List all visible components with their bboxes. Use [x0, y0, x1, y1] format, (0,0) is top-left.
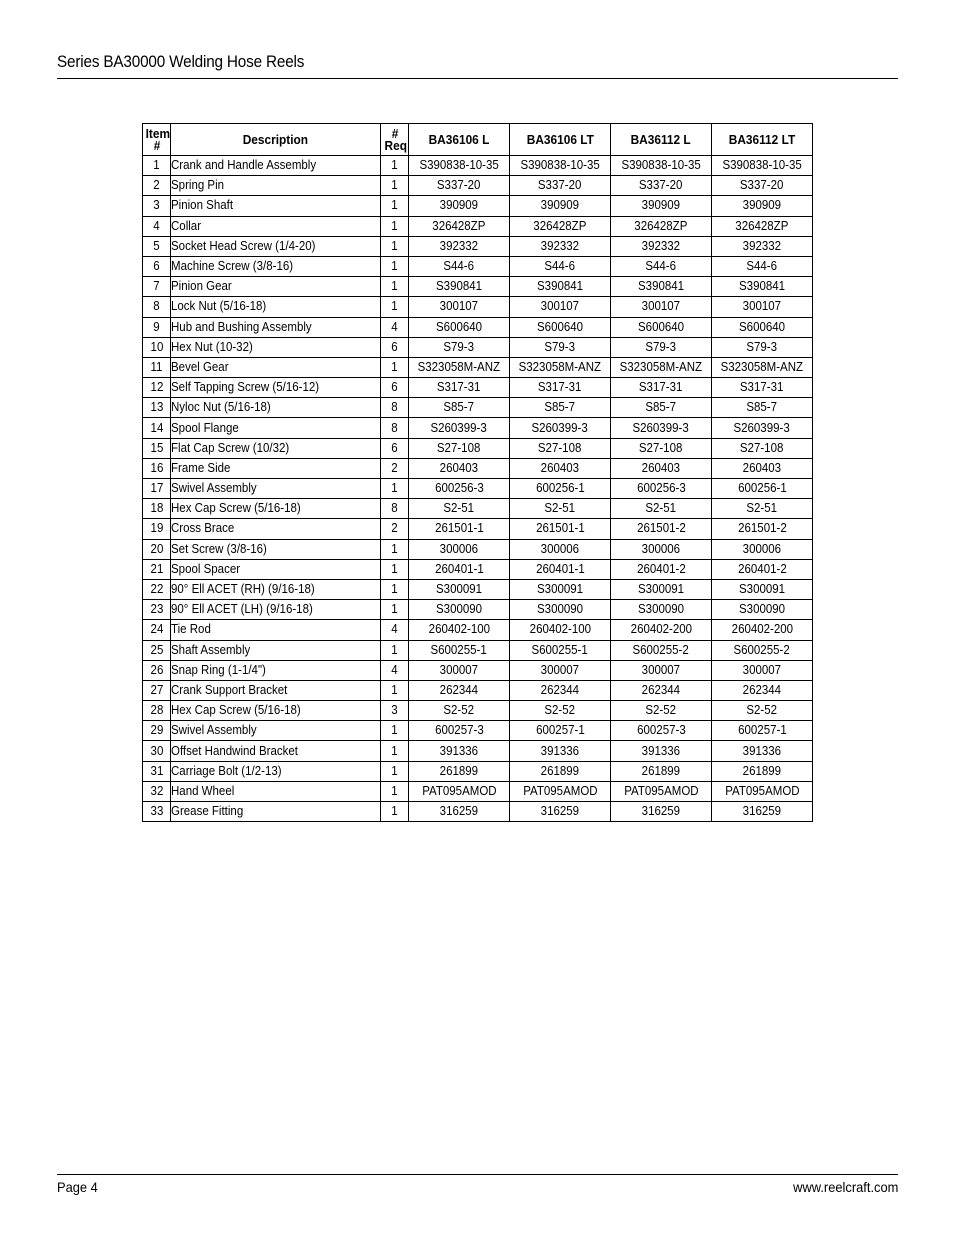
part-number: 260401-1 — [409, 559, 510, 579]
quantity-required: 6 — [381, 378, 409, 398]
header-rule — [57, 78, 898, 79]
item-number: 21 — [143, 559, 171, 579]
part-number: S337-20 — [510, 176, 611, 196]
part-number: 316259 — [712, 802, 813, 822]
part-number: S317-31 — [510, 378, 611, 398]
part-number: 260403 — [409, 458, 510, 478]
item-number: 7 — [143, 277, 171, 297]
item-number: 14 — [143, 418, 171, 438]
quantity-required: 1 — [381, 721, 409, 741]
part-description: Snap Ring (1-1/4") — [171, 660, 381, 680]
page-number: Page 4 — [57, 1179, 98, 1195]
part-number: S600255-2 — [712, 640, 813, 660]
part-number: 300107 — [611, 297, 712, 317]
part-number: S2-52 — [510, 701, 611, 721]
part-description: Carriage Bolt (1/2-13) — [171, 761, 381, 781]
table-row — [143, 479, 813, 499]
part-number: 260402-100 — [510, 620, 611, 640]
part-number: 261899 — [510, 761, 611, 781]
part-number: 260401-2 — [611, 559, 712, 579]
part-number: S390838-10-35 — [712, 156, 813, 176]
part-number: S300090 — [611, 600, 712, 620]
part-number: 260402-100 — [409, 620, 510, 640]
part-number: S337-20 — [712, 176, 813, 196]
part-number: S337-20 — [611, 176, 712, 196]
part-number: S2-51 — [611, 499, 712, 519]
quantity-required: 1 — [381, 741, 409, 761]
part-number: 261899 — [712, 761, 813, 781]
quantity-required: 1 — [381, 761, 409, 781]
item-number: 4 — [143, 216, 171, 236]
part-number: PAT095AMOD — [611, 781, 712, 801]
part-number: 600257-1 — [712, 721, 813, 741]
part-number: 390909 — [409, 196, 510, 216]
part-number: 300007 — [611, 660, 712, 680]
part-number: 300007 — [510, 660, 611, 680]
part-number: S2-52 — [712, 701, 813, 721]
quantity-required: 2 — [381, 519, 409, 539]
footer-rule — [57, 1174, 898, 1175]
part-number: 600257-3 — [409, 721, 510, 741]
quantity-required: 4 — [381, 620, 409, 640]
header-description: Description — [171, 124, 381, 156]
part-number: S337-20 — [409, 176, 510, 196]
table-row — [143, 680, 813, 700]
item-number: 5 — [143, 236, 171, 256]
part-description: 90° Ell ACET (LH) (9/16-18) — [171, 600, 381, 620]
table-row — [143, 660, 813, 680]
quantity-required: 1 — [381, 559, 409, 579]
part-number: S323058M-ANZ — [611, 357, 712, 377]
part-description: Flat Cap Screw (10/32) — [171, 438, 381, 458]
table-row — [143, 701, 813, 721]
part-number: 260402-200 — [712, 620, 813, 640]
part-description: 90° Ell ACET (RH) (9/16-18) — [171, 579, 381, 599]
item-number: 15 — [143, 438, 171, 458]
quantity-required: 8 — [381, 499, 409, 519]
part-number: S2-51 — [712, 499, 813, 519]
part-number: 300007 — [712, 660, 813, 680]
quantity-required: 1 — [381, 176, 409, 196]
part-number: 300007 — [409, 660, 510, 680]
table-row — [143, 781, 813, 801]
table-row — [143, 458, 813, 478]
part-number: S300091 — [510, 579, 611, 599]
part-number: S600255-1 — [409, 640, 510, 660]
part-description: Hub and Bushing Assembly — [171, 317, 381, 337]
item-number: 30 — [143, 741, 171, 761]
item-number: 19 — [143, 519, 171, 539]
part-description: Tie Rod — [171, 620, 381, 640]
part-description: Frame Side — [171, 458, 381, 478]
part-number: 600256-1 — [712, 479, 813, 499]
part-number: 390909 — [510, 196, 611, 216]
item-number: 24 — [143, 620, 171, 640]
parts-table-header — [143, 124, 813, 156]
quantity-required: 1 — [381, 297, 409, 317]
part-number: 300006 — [409, 539, 510, 559]
part-description: Self Tapping Screw (5/16-12) — [171, 378, 381, 398]
table-row — [143, 438, 813, 458]
table-row — [143, 277, 813, 297]
part-number: 391336 — [510, 741, 611, 761]
part-number: S600640 — [510, 317, 611, 337]
quantity-required: 1 — [381, 357, 409, 377]
header-model: BA36112 L — [611, 124, 712, 156]
part-number: S85-7 — [712, 398, 813, 418]
part-number: 326428ZP — [611, 216, 712, 236]
item-number: 32 — [143, 781, 171, 801]
part-number: S79-3 — [510, 337, 611, 357]
part-number: S390841 — [510, 277, 611, 297]
part-description: Pinion Gear — [171, 277, 381, 297]
part-number: 261501-1 — [510, 519, 611, 539]
part-number: 260403 — [712, 458, 813, 478]
part-description: Machine Screw (3/8-16) — [171, 256, 381, 276]
part-description: Spool Spacer — [171, 559, 381, 579]
item-number: 1 — [143, 156, 171, 176]
part-number: 600256-1 — [510, 479, 611, 499]
quantity-required: 1 — [381, 680, 409, 700]
quantity-required: 1 — [381, 802, 409, 822]
table-row — [143, 721, 813, 741]
item-number: 28 — [143, 701, 171, 721]
part-number: S323058M-ANZ — [409, 357, 510, 377]
part-description: Shaft Assembly — [171, 640, 381, 660]
item-number: 33 — [143, 802, 171, 822]
item-number: 9 — [143, 317, 171, 337]
parts-table — [142, 123, 813, 822]
table-row — [143, 398, 813, 418]
part-number: S27-108 — [611, 438, 712, 458]
part-description: Crank Support Bracket — [171, 680, 381, 700]
part-description: Pinion Shaft — [171, 196, 381, 216]
part-number: 261501-2 — [712, 519, 813, 539]
quantity-required: 1 — [381, 196, 409, 216]
item-number: 16 — [143, 458, 171, 478]
table-row — [143, 256, 813, 276]
part-number: 260401-1 — [510, 559, 611, 579]
table-row — [143, 559, 813, 579]
quantity-required: 2 — [381, 458, 409, 478]
part-number: 300006 — [510, 539, 611, 559]
item-number: 2 — [143, 176, 171, 196]
part-number: 300006 — [611, 539, 712, 559]
part-number: 261501-1 — [409, 519, 510, 539]
part-number: 392332 — [611, 236, 712, 256]
part-number: S27-108 — [409, 438, 510, 458]
part-number: 261899 — [409, 761, 510, 781]
part-number: 390909 — [712, 196, 813, 216]
item-number: 10 — [143, 337, 171, 357]
item-number: 22 — [143, 579, 171, 599]
part-number: 600257-3 — [611, 721, 712, 741]
part-number: S300091 — [409, 579, 510, 599]
part-number: 262344 — [409, 680, 510, 700]
part-number: S300091 — [712, 579, 813, 599]
quantity-required: 6 — [381, 438, 409, 458]
quantity-required: 1 — [381, 781, 409, 801]
part-number: S600640 — [409, 317, 510, 337]
item-number: 13 — [143, 398, 171, 418]
part-number: S390841 — [712, 277, 813, 297]
part-number: S300090 — [712, 600, 813, 620]
table-row — [143, 579, 813, 599]
table-row — [143, 640, 813, 660]
part-number: S600640 — [712, 317, 813, 337]
part-description: Nyloc Nut (5/16-18) — [171, 398, 381, 418]
item-number: 26 — [143, 660, 171, 680]
table-row — [143, 761, 813, 781]
part-number: S317-31 — [611, 378, 712, 398]
part-number: 261501-2 — [611, 519, 712, 539]
part-description: Hex Cap Screw (5/16-18) — [171, 499, 381, 519]
part-number: 316259 — [510, 802, 611, 822]
item-number: 20 — [143, 539, 171, 559]
quantity-required: 1 — [381, 479, 409, 499]
header-model: BA36106 L — [409, 124, 510, 156]
quantity-required: 4 — [381, 317, 409, 337]
part-number: 392332 — [712, 236, 813, 256]
part-number: 260403 — [510, 458, 611, 478]
part-number: S260399-3 — [611, 418, 712, 438]
header-req: # Req — [381, 124, 409, 156]
part-number: PAT095AMOD — [409, 781, 510, 801]
part-number: 260401-2 — [712, 559, 813, 579]
quantity-required: 3 — [381, 701, 409, 721]
part-number: 300107 — [712, 297, 813, 317]
table-row — [143, 357, 813, 377]
parts-table-body — [143, 156, 813, 822]
table-row — [143, 378, 813, 398]
part-number: S390838-10-35 — [510, 156, 611, 176]
part-description: Lock Nut (5/16-18) — [171, 297, 381, 317]
part-description: Set Screw (3/8-16) — [171, 539, 381, 559]
part-number: S2-51 — [510, 499, 611, 519]
table-row — [143, 519, 813, 539]
part-description: Hand Wheel — [171, 781, 381, 801]
quantity-required: 8 — [381, 418, 409, 438]
part-number: S44-6 — [712, 256, 813, 276]
part-number: S2-52 — [611, 701, 712, 721]
part-number: 300006 — [712, 539, 813, 559]
quantity-required: 1 — [381, 539, 409, 559]
part-number: PAT095AMOD — [712, 781, 813, 801]
part-description: Collar — [171, 216, 381, 236]
part-number: PAT095AMOD — [510, 781, 611, 801]
part-number: 391336 — [409, 741, 510, 761]
part-number: S79-3 — [409, 337, 510, 357]
item-number: 6 — [143, 256, 171, 276]
item-number: 29 — [143, 721, 171, 741]
part-number: S300090 — [409, 600, 510, 620]
part-number: S260399-3 — [510, 418, 611, 438]
part-number: S600255-2 — [611, 640, 712, 660]
part-number: 391336 — [712, 741, 813, 761]
part-description: Grease Fitting — [171, 802, 381, 822]
part-description: Hex Cap Screw (5/16-18) — [171, 701, 381, 721]
part-description: Socket Head Screw (1/4-20) — [171, 236, 381, 256]
table-row — [143, 418, 813, 438]
quantity-required: 8 — [381, 398, 409, 418]
part-number: S260399-3 — [712, 418, 813, 438]
part-description: Hex Nut (10-32) — [171, 337, 381, 357]
part-number: 300107 — [409, 297, 510, 317]
table-row — [143, 539, 813, 559]
part-number: S390838-10-35 — [611, 156, 712, 176]
table-row — [143, 802, 813, 822]
table-row — [143, 337, 813, 357]
header-model: BA36112 LT — [712, 124, 813, 156]
part-number: S390841 — [611, 277, 712, 297]
table-row — [143, 600, 813, 620]
part-number: 600256-3 — [409, 479, 510, 499]
quantity-required: 1 — [381, 640, 409, 660]
table-row — [143, 297, 813, 317]
table-row — [143, 236, 813, 256]
part-number: S27-108 — [712, 438, 813, 458]
part-number: 262344 — [611, 680, 712, 700]
part-number: S85-7 — [510, 398, 611, 418]
part-number: S600255-1 — [510, 640, 611, 660]
quantity-required: 1 — [381, 156, 409, 176]
part-number: S85-7 — [409, 398, 510, 418]
table-row — [143, 156, 813, 176]
table-row — [143, 196, 813, 216]
part-number: 316259 — [611, 802, 712, 822]
part-number: S2-51 — [409, 499, 510, 519]
part-description: Spool Flange — [171, 418, 381, 438]
part-number: S390838-10-35 — [409, 156, 510, 176]
item-number: 3 — [143, 196, 171, 216]
part-number: 600257-1 — [510, 721, 611, 741]
part-number: 316259 — [409, 802, 510, 822]
part-number: S79-3 — [611, 337, 712, 357]
item-number: 23 — [143, 600, 171, 620]
part-number: S317-31 — [409, 378, 510, 398]
quantity-required: 1 — [381, 600, 409, 620]
header-item: Item # — [143, 124, 171, 156]
item-number: 17 — [143, 479, 171, 499]
part-description: Crank and Handle Assembly — [171, 156, 381, 176]
part-number: S317-31 — [712, 378, 813, 398]
item-number: 8 — [143, 297, 171, 317]
item-number: 18 — [143, 499, 171, 519]
quantity-required: 1 — [381, 236, 409, 256]
quantity-required: 1 — [381, 579, 409, 599]
item-number: 12 — [143, 378, 171, 398]
part-number: 261899 — [611, 761, 712, 781]
part-number: 600256-3 — [611, 479, 712, 499]
part-description: Swivel Assembly — [171, 479, 381, 499]
quantity-required: 6 — [381, 337, 409, 357]
part-number: S323058M-ANZ — [510, 357, 611, 377]
part-number: S44-6 — [611, 256, 712, 276]
item-number: 11 — [143, 357, 171, 377]
table-row — [143, 620, 813, 640]
item-number: 25 — [143, 640, 171, 660]
part-number: 392332 — [510, 236, 611, 256]
part-number: S2-52 — [409, 701, 510, 721]
table-row — [143, 216, 813, 236]
part-number: S44-6 — [510, 256, 611, 276]
header-model: BA36106 LT — [510, 124, 611, 156]
part-description: Bevel Gear — [171, 357, 381, 377]
part-number: 391336 — [611, 741, 712, 761]
part-number: 390909 — [611, 196, 712, 216]
part-number: 260402-200 — [611, 620, 712, 640]
quantity-required: 1 — [381, 216, 409, 236]
item-number: 27 — [143, 680, 171, 700]
part-number: 300107 — [510, 297, 611, 317]
website-url: www.reelcraft.com — [792, 1179, 898, 1195]
part-number: S260399-3 — [409, 418, 510, 438]
part-number: 260403 — [611, 458, 712, 478]
part-number: 262344 — [510, 680, 611, 700]
table-row — [143, 741, 813, 761]
quantity-required: 4 — [381, 660, 409, 680]
part-number: 326428ZP — [409, 216, 510, 236]
page-title: Series BA30000 Welding Hose Reels — [57, 52, 305, 71]
quantity-required: 1 — [381, 277, 409, 297]
table-row — [143, 176, 813, 196]
part-description: Offset Handwind Bracket — [171, 741, 381, 761]
part-number: S85-7 — [611, 398, 712, 418]
part-number: S390841 — [409, 277, 510, 297]
part-description: Swivel Assembly — [171, 721, 381, 741]
table-row — [143, 499, 813, 519]
part-number: 326428ZP — [510, 216, 611, 236]
table-row — [143, 317, 813, 337]
part-number: S27-108 — [510, 438, 611, 458]
item-number: 31 — [143, 761, 171, 781]
part-description: Spring Pin — [171, 176, 381, 196]
part-description: Cross Brace — [171, 519, 381, 539]
quantity-required: 1 — [381, 256, 409, 276]
part-number: S300091 — [611, 579, 712, 599]
part-number: S323058M-ANZ — [712, 357, 813, 377]
part-number: S600640 — [611, 317, 712, 337]
part-number: 326428ZP — [712, 216, 813, 236]
part-number: S44-6 — [409, 256, 510, 276]
part-number: S79-3 — [712, 337, 813, 357]
part-number: S300090 — [510, 600, 611, 620]
part-number: 392332 — [409, 236, 510, 256]
part-number: 262344 — [712, 680, 813, 700]
